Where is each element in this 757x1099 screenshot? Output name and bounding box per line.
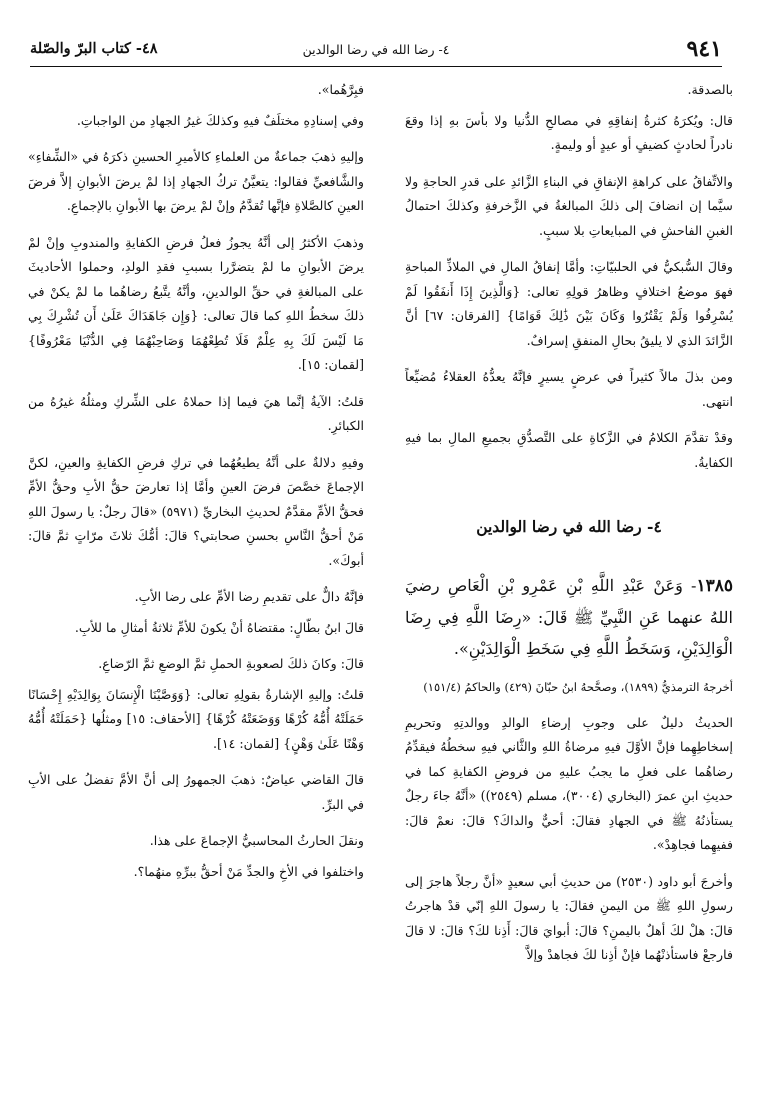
right-column	[405, 78, 733, 980]
paragraph: واختلفوا في الأخِ والجدِّ مَنْ أحقُّ ببرِّهِ منهُما؟.	[133, 863, 364, 879]
left-column	[28, 78, 364, 896]
paragraph: بالصدقة.	[687, 82, 733, 97]
paragraph: قالَ القاضي عياضٌ: ذهبَ الجمهورُ إلى أنَّ الأمَّ تفضلُ على الأبِ في البرِّ.	[28, 772, 364, 812]
hadith-number: ١٣٨٥	[696, 575, 733, 596]
paragraph: وقدْ تقدَّمَ الكلامُ في الزَّكاةِ على التَّصدُّقِ بجميعِ المالِ بما فيهِ الكفايةُ.	[405, 430, 733, 470]
paragraph: ومن بذلَ مالاً كثيراً في عرضٍ يسيرٍ فإنَّهُ يعدُّهُ العقلاءُ مُضيِّعاً انتهى.	[405, 369, 733, 409]
running-title: ٤- رضا الله في رضا الوالدين	[302, 42, 450, 57]
paragraph: وفيهِ دلالةٌ على أنَّهُ يطيعُهُما في تركِ فرضِ الكفايةِ والعينِ، لكنَّ الإجماعَ خصَّصَ فرضَ العينِ وأمَّا إذا تعارضَ حقُّ الأبِ وحقُّ الأمِّ فحقُّ الأمِّ مقدَّمٌ لحديثِ البخاريِّ (٥٩٧١) «قالَ رجلٌ: يا رسولَ اللهِ مَنْ أحقُّ النَّاسِ بحسنِ صحابتي؟ قالَ: أمُّكَ ثلاثَ مرّاتٍ ثمَّ قالَ: أبوكَ».	[28, 454, 364, 568]
section-title: ٤- رضا الله في رضا الوالدين	[476, 517, 662, 536]
paragraph: ونقلَ الحارثُ المحاسبيُّ الإجماعَ على هذا.	[149, 833, 364, 848]
takhrij: أخرجهُ الترمذيُّ (١٨٩٩)، وصحَّحهُ ابنُ حبّانَ (٤٢٩) والحاكمُ (١٥١/٤)	[423, 679, 733, 694]
book-title: ٤٨- كتاب البرّ والصّلة	[30, 40, 158, 57]
paragraph: قالَ: وكانَ ذلكَ لصعوبةِ الحملِ ثمَّ الوضعِ ثمَّ الرّضاعِ.	[98, 656, 364, 671]
paragraph: وذهبَ الأكثرُ إلى أنَّهُ يجوزُ فعلُ فرضِ الكفايةِ والمندوبِ وإنْ لمْ يرضَ الأبوانِ ما لمْ يتضرَّرا بسببِ فقدِ الولدِ، وحملوا الأحاديثَ على المبالغةِ في حقِّ الوالدينِ، وأنَّهُ يتَّبعُ رضاهُما ما لمْ يكنْ في ذلكَ سخطُ اللهِ كما قالَ تعالى: {وَإِن جَاهَدَاكَ عَلَىٰ أَن تُشْرِكَ بِي مَا لَيْسَ لَكَ بِهِ عِلْمٌ فَلَا تُطِعْهُمَا وَصَاحِبْهُمَا فِي الدُّنْيَا مَعْرُوفًا} [لقمان: ١٥].	[28, 234, 364, 372]
page-number: ٩٤١	[686, 36, 722, 62]
paragraph: قال: ويُكرَهُ كثرةُ إنفاقِهِ في مصالحِ الدُّنيا ولا بأسَ بهِ إذا وقعَ نادراً لحادثٍ كضيفٍ أو عيدٍ أو وليمةٍ.	[405, 112, 733, 152]
paragraph: قالَ ابنُ بطّالٍ: مقتضاهُ أنْ يكونَ للأمِّ ثلاثةُ أمثالِ ما للأبِ.	[74, 619, 364, 635]
paragraph: وفي إسنادِهِ مختلَفٌ فيهِ وكذلكَ غيرُ الجهادِ من الواجباتِ.	[76, 112, 364, 128]
paragraph: وقالَ السُّبكيُّ في الحلبيّاتِ: وأمَّا إنفاقُ المالِ في الملاذِّ المباحةِ فهوَ موضعُ اختلافٍ وظاهرُ قولِهِ تعالى: {وَالَّذِينَ إِذَا أَنفَقُوا لَمْ يُسْرِفُوا وَلَمْ يَقْتُرُوا وَكَانَ بَيْنَ ذَٰلِكَ قَوَامًا} [الفرقان: ٦٧] أنَّ الزَّائدَ الذي لا يليقُ بحالِ المنفقِ إسرافٌ.	[405, 259, 733, 348]
page-header	[30, 36, 722, 66]
paragraph: قلتُ: وإليهِ الإشارةُ بقولِهِ تعالى: {وَوَصَّيْنَا الْإِنسَانَ بِوَالِدَيْهِ إِحْسَانًا حَمَلَتْهُ أُمُّهُ كُرْهًا وَوَضَعَتْهُ كُرْهًا} [الأحقاف: ١٥] ومثلُها {حَمَلَتْهُ أُمُّهُ وَهْنًا عَلَىٰ وَهْنٍ} [لقمان: ١٤].	[28, 686, 364, 751]
paragraph: والاتِّفاقُ على كراهةِ الإنفاقِ في البناءِ الزَّائدِ على قدرِ الحاجةِ ولا سيَّما إن انضافَ إلى ذلكَ المبالغةُ في الزَّخرفةِ وكذلكَ احتمالُ الغبنِ الفاحشِ في المبايعاتِ بلا سببٍ.	[405, 173, 733, 238]
paragraph: فبِرَّهُما».	[317, 82, 364, 97]
header-rule	[30, 66, 722, 67]
paragraph: قلتُ: الآيةُ إنَّما هيَ فيما إذا حملاهُ على الشِّركِ ومثلُهُ غيرُهُ من الكبائرِ.	[28, 393, 364, 433]
hadith-text	[405, 570, 733, 664]
paragraph: الحديثُ دليلٌ على وجوبِ إرضاءِ الوالدِ ووالدتِهِ وتحريمِ إسخاطِهِما فإنَّ الأوَّلَ فيهِ مرضاةُ اللهِ والثَّاني فيهِ سخطُهُ فيقدِّمُ رضاهُما على فعلِ ما يجبُ عليهِ من فروضِ الكفايةِ كما في حديثِ ابنِ عمرَ (البخاري (٣٠٠٤)، مسلم (٢٥٤٩)) «أنَّهُ جاءَ رجلٌ يستأذنُهُ ﷺ في الجهادِ فقالَ: أحيٌّ والداكَ؟ قالَ: نعمْ قالَ: ففيهِما فجاهِدْ».	[405, 714, 734, 852]
paragraph: فإنَّهُ دالٌّ على تقديمِ رضا الأمِّ على رضا الأبِ.	[134, 589, 364, 604]
paragraph: وأخرجَ أبو داود (٢٥٣٠) من حديثِ أبي سعيدٍ «أنَّ رجلاً هاجرَ إلى رسولِ اللهِ ﷺ من اليمنِ فقالَ: يا رسولَ اللهِ إنّي قدْ هاجرتُ قالَ: هلْ لكَ أهلٌ باليمنِ؟ قالَ: أبوايَ قالَ: أَذِنا لكَ؟ قالَ: لا قالَ فارجعْ فاستأذنْهُما فإنْ أذِنا لكَ فجاهدْ وإلاَّ	[405, 873, 733, 962]
paragraph: وإليهِ ذهبَ جماعةٌ من العلماءِ كالأميرِ الحسينِ ذكرَهُ في «الشِّفاءِ» والشَّافعيِّ فقالوا: يتعيَّنُ تركُ الجهادِ إذا لمْ يرضَ الأبوانِ إلاَّ فرضَ العينِ كالصَّلاةِ فإنَّها تُقدَّمُ وإنْ لمْ يرضَ بها الأبوانِ بالإجماعِ.	[28, 149, 364, 213]
hadith-body: - وَعَنْ عَبْدِ اللَّهِ بْنِ عَمْرِو بْنِ الْعَاصِ رضيَ اللهُ عنهما عَنِ النَّبِيِّ ﷺ قَالَ: «رِضَا اللَّهِ فِي رِضَا الْوَالِدَيْنِ، وَسَخَطُ اللَّهِ فِي سَخَطِ الْوَالِدَيْنِ».	[405, 575, 733, 658]
